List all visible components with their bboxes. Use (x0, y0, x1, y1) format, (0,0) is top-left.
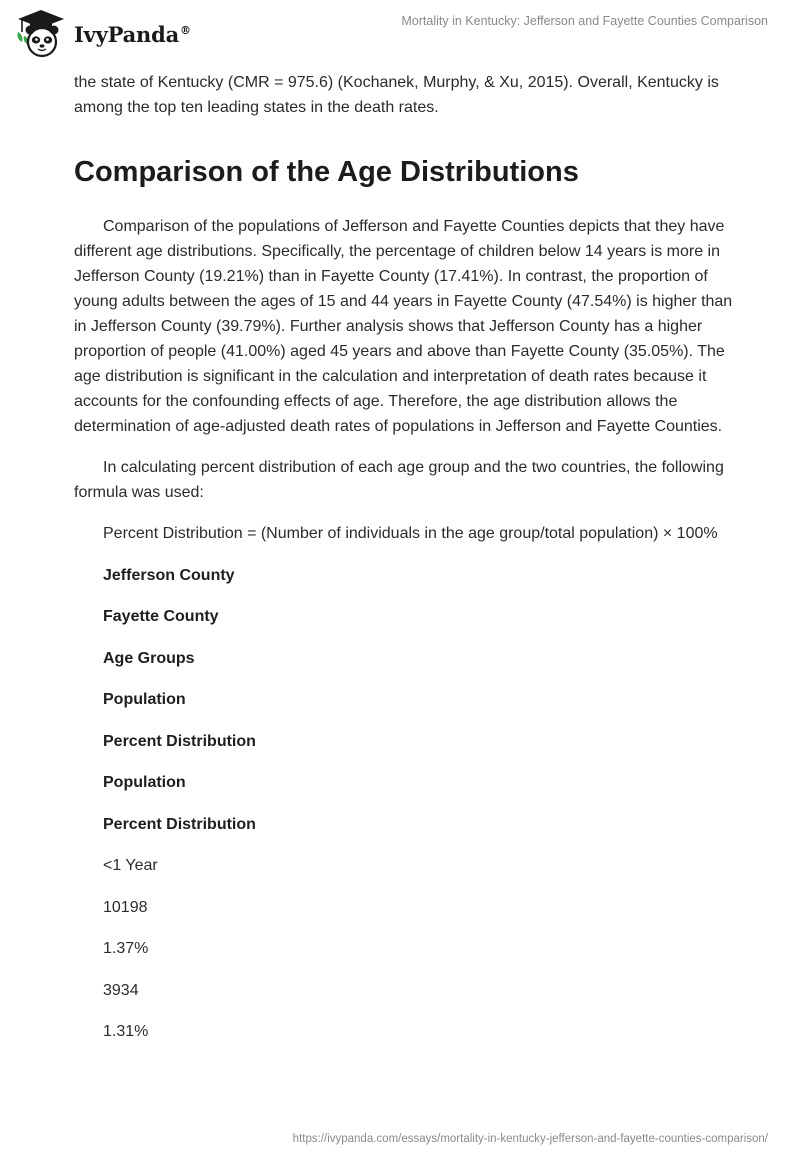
table-header-population: Population (103, 691, 186, 708)
panda-graduate-icon (14, 8, 68, 60)
table-header-fayette: Fayette County (103, 608, 219, 625)
table-cell: <1 Year (103, 857, 158, 874)
section-heading: Comparison of the Age Distributions (74, 156, 579, 188)
table-header-percent: Percent Distribution (103, 732, 256, 750)
source-url[interactable]: https://ivypanda.com/essays/mortality-in-kentucky-jefferson-and-fayette-counties-comparison/ (292, 1133, 768, 1145)
table-cell: 1.31% (103, 1023, 149, 1040)
document-title: Mortality in Kentucky: Jefferson and Fayette Counties Comparison (401, 14, 768, 28)
table-cell: 1.37% (103, 940, 149, 957)
formula-paragraph: Percent Distribution = (Number of individuals in the age group/total population) × 100% (103, 525, 718, 542)
table-header-population: Population (103, 774, 186, 791)
page-header (0, 0, 800, 66)
table-cell: 10198 (103, 898, 148, 916)
ivypanda-logo[interactable] (14, 8, 191, 60)
table-cell: 3934 (103, 981, 139, 999)
age-distribution-paragraph: Comparison of the populations of Jefferson and Fayette Counties depicts that they have different age distributions. Specifically, the percentage of children below 14 years is more in Jefferson County (19.21%) than in Fayette County (17.41%). In contrast, the proportion of young adults between the ages of 15 and 44 years in Fayette County (47.54%) is higher than in Jefferson County (39.79%). Further analysis shows that Jefferson County has a higher proportion of people (41.00%) aged 45 years and above than Fayette County (35.05%). The age distribution is significant in the calculation and interpretation of death rates because it accounts for the confounding effects of age. Therefore, the age distribution allows the determination of age-adjusted death rates of populations in Jefferson and Fayette Counties. (74, 218, 733, 435)
method-paragraph: In calculating percent distribution of each age group and the two countries, the following formula was used: (74, 459, 724, 501)
table-header-jefferson: Jefferson County (103, 566, 235, 584)
table-header-percent: Percent Distribution (103, 815, 256, 833)
intro-paragraph: the state of Kentucky (CMR = 975.6) (Kochanek, Murphy, & Xu, 2015). Overall, Kentucky is among the top ten leading states in the death rates. (74, 74, 719, 116)
table-header-age-groups: Age Groups (103, 649, 195, 667)
brand-name: IvyPanda® (74, 21, 191, 47)
essay-content (74, 70, 734, 1044)
